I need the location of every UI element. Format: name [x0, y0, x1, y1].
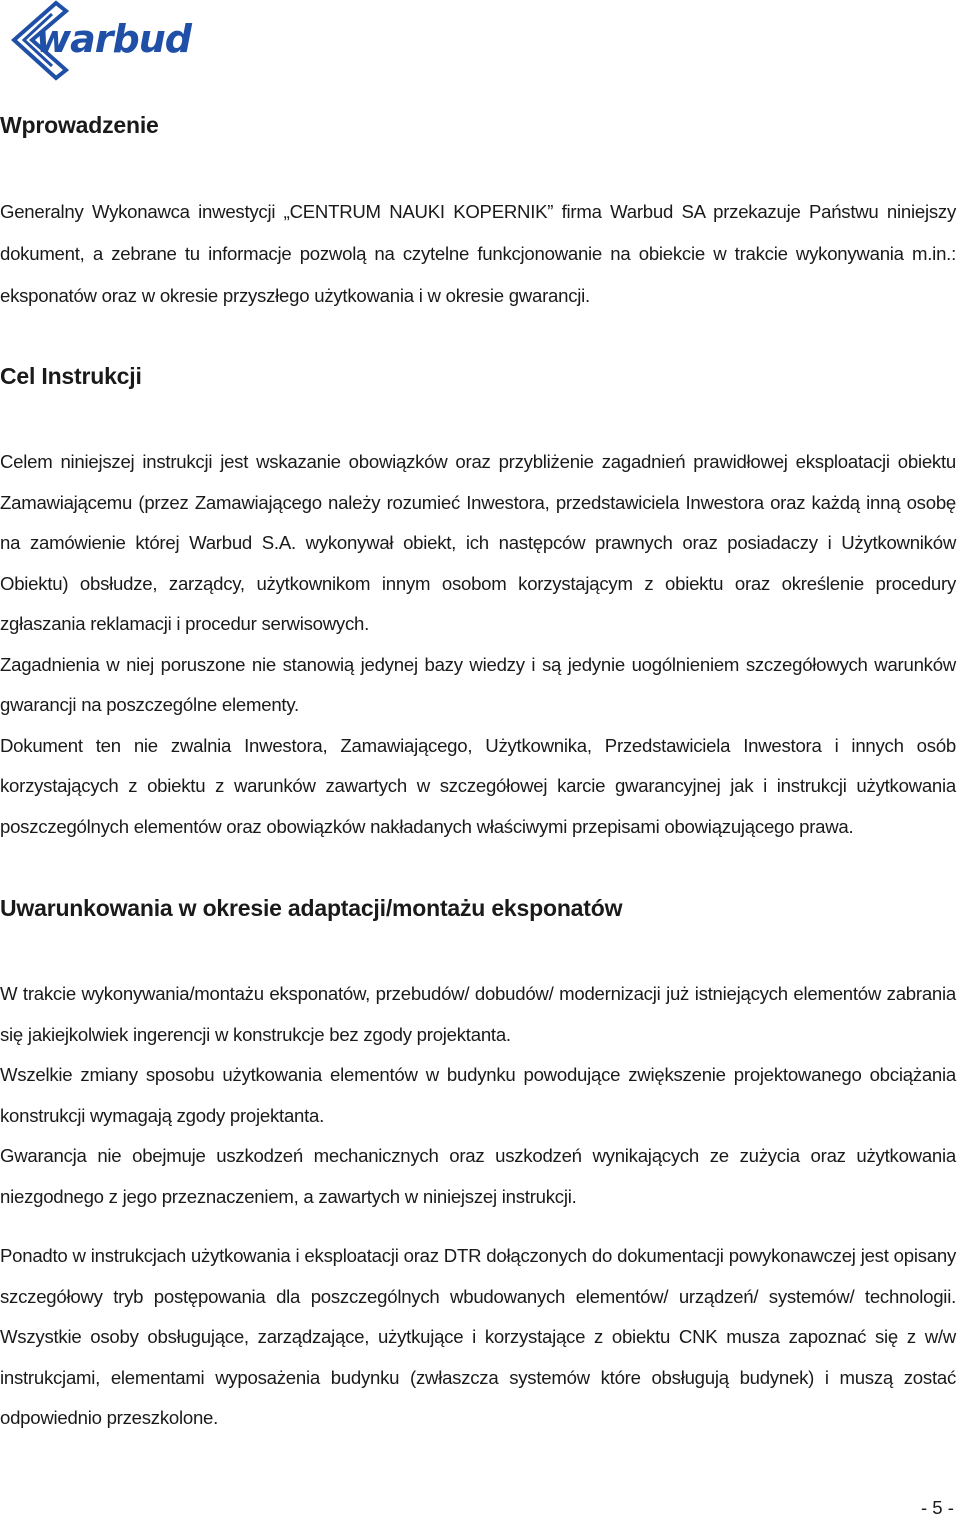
- intro-paragraph: Generalny Wykonawca inwestycji „CENTRUM NAUKI KOPERNIK” firma Warbud SA przekazuje Państwu niniejszy dokument, a zebrane tu informacje pozwolą na czytelne funkcjonowanie na obiekcie w trakcie wykonywania m.in.: eksponatów oraz w okresie przyszłego użytkowania i w okresie gwarancji.: [0, 201, 956, 306]
- cel-paragraph-3: Dokument ten nie zwalnia Inwestora, Zamawiającego, Użytkownika, Przedstawiciela Inwestora i innych osób korzystających z obiektu z warunków zawartych w szczegółowej karcie gwarancyjnej jak i instrukcji użytkowania poszczególnych elementów oraz obowiązków nakładanych właściwymi przepisami obowiązującego prawa.: [0, 734, 956, 837]
- warbud-logo-icon: [8, 0, 240, 82]
- warbud-logo: [8, 0, 240, 82]
- section-intro: [0, 112, 956, 317]
- section-cel-instrukcji: [0, 363, 956, 847]
- uwarunkowania-paragraph-3: Gwarancja nie obejmuje uszkodzeń mechanicznych oraz uszkodzeń wynikających ze zużycia oraz użytkowania niezgodnego z jego przeznaczeniem, a zawartych w niniejszej instrukcji.: [0, 1145, 956, 1207]
- page-number: - 5 -: [920, 1497, 954, 1518]
- uwarunkowania-paragraph-4: Ponadto w instrukcjach użytkowania i eksploatacji oraz DTR dołączonych do dokumentacji powykonawczej jest opisany szczegółowy tryb postępowania dla poszczególnych wbudowanych elementów/ urządzeń/ systemów/ technologii. Wszystkie osoby obsługujące, zarządzające, użytkujące i korzystające z obiektu CNK musza zapoznać się z w/w instrukcjami, elementami wyposażenia budynku (zwłaszcza systemów które obsługują budynek) i muszą zostać odpowiednio przeszkolone.: [0, 1245, 956, 1428]
- heading-cel-instrukcji: Cel Instrukcji: [0, 363, 142, 389]
- logo-wordmark: warbud: [36, 17, 191, 61]
- cel-paragraph-1: Celem niniejszej instrukcji jest wskazanie obowiązków oraz przybliżenie zagadnień prawidłowej eksploatacji obiektu Zamawiającemu (przez Zamawiającego należy rozumieć Inwestora, przedstawiciela Inwestora oraz każdą inną osobę na zamówienie której Warbud S.A. wykonywał obiekt, ich następców prawnych oraz posiadaczy i Użytkowników Obiektu) obsłudze, zarządcy, użytkownikom innym osobom korzystającym z obiektu oraz określenie procedury zgłaszania reklamacji i procedur serwisowych.: [0, 451, 956, 634]
- heading-intro: Wprowadzenie: [0, 112, 159, 138]
- document-content: [0, 112, 956, 1439]
- heading-uwarunkowania: Uwarunkowania w okresie adaptacji/montażu eksponatów: [0, 895, 623, 921]
- cel-paragraph-2: Zagadnienia w niej poruszone nie stanowią jedynej bazy wiedzy i są jedynie uogólnieniem szczegółowych warunków gwarancji na poszczególne elementy.: [0, 653, 956, 715]
- section-uwarunkowania: [0, 895, 956, 1439]
- uwarunkowania-paragraph-1: W trakcie wykonywania/montażu eksponatów, przebudów/ dobudów/ modernizacji już istniejących elementów zabrania się jakiejkolwiek ingerencji w konstrukcje bez zgody projektanta.: [0, 983, 956, 1045]
- uwarunkowania-paragraph-2: Wszelkie zmiany sposobu użytkowania elementów w budynku powodujące zwiększenie projektowanego obciążania konstrukcji wymagają zgody projektanta.: [0, 1064, 956, 1126]
